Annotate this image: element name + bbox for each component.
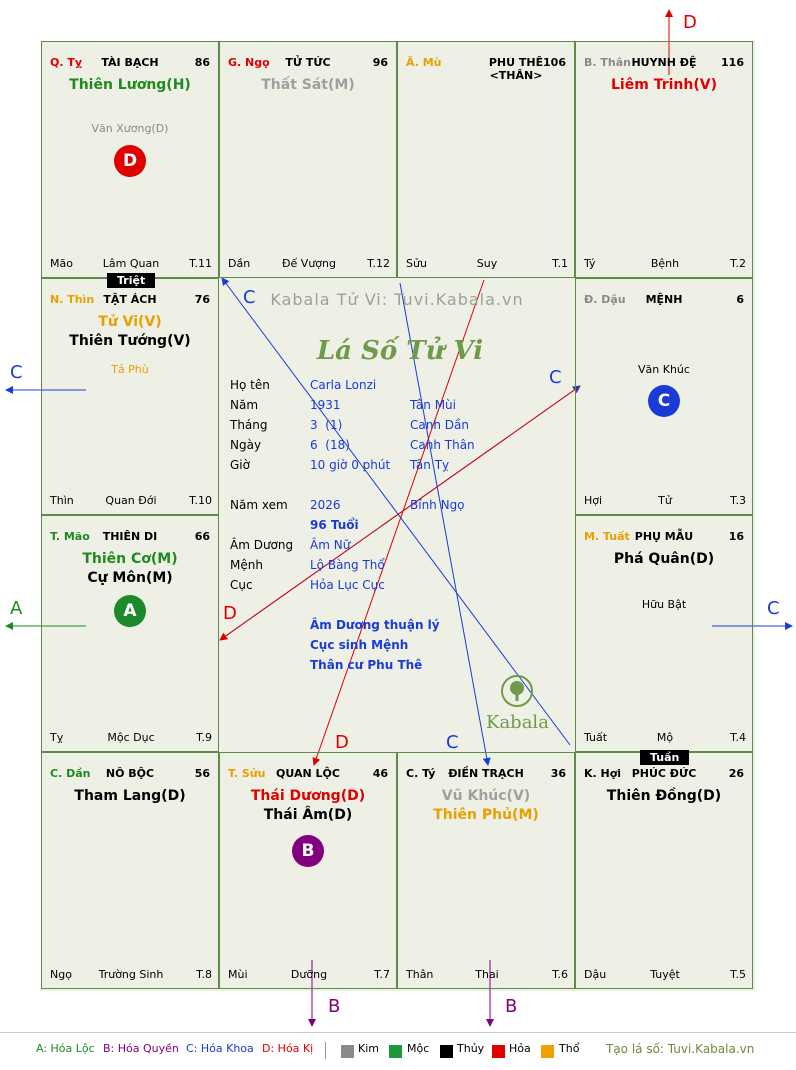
- palace-footer-right: T.10: [189, 494, 212, 507]
- main-star: Liêm Trinh(V): [611, 77, 717, 93]
- badge-hoa-ki: D: [114, 145, 146, 177]
- value-am-duong: Âm Nữ: [310, 538, 351, 552]
- palace-footer: [50, 257, 212, 271]
- line-d-1: [220, 386, 580, 640]
- palace-number: 16: [728, 530, 744, 543]
- palace-footer-stage: Quan Đới: [105, 494, 157, 507]
- palace-header: [406, 56, 566, 82]
- badge-hoa-khoa: C: [648, 385, 680, 417]
- palace-footer-stage: Tử: [658, 494, 672, 507]
- palace-than: [575, 41, 753, 278]
- main-star: Thiên Tướng(V): [69, 333, 191, 349]
- palace-number: 56: [194, 767, 210, 780]
- main-stars: [576, 787, 752, 806]
- legend-hoa-loc: A: Hóa Lộc: [36, 1042, 95, 1055]
- palace-footer-stage: Bệnh: [650, 257, 680, 270]
- palace-number: 6: [736, 293, 744, 306]
- palace-house: NÔ BỘC: [105, 767, 155, 780]
- label-gio: Giờ: [230, 458, 250, 472]
- palace-footer-right: T.2: [730, 257, 746, 270]
- label-cuc: Cục: [230, 578, 253, 592]
- main-stars: [42, 787, 218, 806]
- palace-footer-left: Sửu: [406, 257, 427, 270]
- palace-footer-left: Thân: [406, 968, 434, 981]
- palace-house: TẬT ÁCH: [103, 293, 157, 306]
- main-stars: [398, 787, 574, 825]
- line-label-d-1: D: [223, 603, 237, 624]
- palace-footer-right: T.1: [552, 257, 568, 270]
- palace-house: THIÊN DI: [102, 530, 158, 543]
- legend-moc-swatch: [389, 1045, 402, 1058]
- legend-hoa-swatch: [492, 1045, 505, 1058]
- palace-footer-right: T.3: [730, 494, 746, 507]
- palace-branch: N. Thìn: [50, 293, 95, 306]
- value-nam-xem-can-chi: Bính Ngọ: [410, 498, 465, 512]
- main-star: Thái Dương(D): [250, 788, 366, 804]
- legend-thuy-swatch: [440, 1045, 453, 1058]
- brand-name: Kabala: [486, 712, 549, 733]
- palace-footer: [228, 257, 390, 271]
- palace-house: MỆNH: [645, 293, 683, 306]
- palace-footer: [584, 257, 746, 271]
- main-star: Thiên Phủ(M): [433, 807, 539, 823]
- legend-moc: Mộc: [407, 1042, 430, 1055]
- palace-footer-right: T.6: [552, 968, 568, 981]
- main-star: Thiên Cơ(M): [82, 551, 178, 567]
- minor-star: Tả Phù: [111, 363, 149, 376]
- palace-number: 76: [194, 293, 210, 306]
- palace-header: [50, 293, 210, 307]
- label-ho-ten: Họ tên: [230, 378, 270, 392]
- arrow-label-b-1: B: [328, 996, 341, 1017]
- palace-ngo: [219, 41, 397, 278]
- legend-tho: Thổ: [559, 1042, 580, 1055]
- palace-footer-left: Hợi: [584, 494, 603, 507]
- main-star: Tử Vi(V): [98, 314, 162, 330]
- minor-star: Hữu Bật: [641, 598, 687, 611]
- palace-footer-stage: Trường Sinh: [98, 968, 164, 981]
- palace-house: PHU THÊ <THÂN>: [488, 56, 544, 82]
- palace-footer-stage: Mộ: [656, 731, 674, 744]
- value-gio: 10 giờ 0 phút: [310, 458, 391, 472]
- value-gio-can-chi: Tân Tỵ: [410, 458, 450, 472]
- line-label-c-1: C: [243, 287, 256, 308]
- palace-footer-right: T.11: [189, 257, 212, 270]
- main-stars: [220, 787, 396, 825]
- palace-footer-stage: Đế Vượng: [282, 257, 336, 270]
- palace-footer: [406, 257, 568, 271]
- palace-number: 26: [728, 767, 744, 780]
- palace-branch: Ã. Mù: [406, 56, 442, 69]
- palace-branch: C. Tý: [406, 767, 436, 780]
- value-ngay: 6 (18): [310, 438, 350, 452]
- palace-branch: T. Mão: [50, 530, 90, 543]
- value-ngay-can-chi: Canh Thân: [410, 438, 475, 452]
- legend-separator: [325, 1042, 326, 1059]
- palace-footer-left: Tuất: [584, 731, 608, 744]
- main-star: Tham Lang(D): [74, 788, 186, 804]
- palace-footer-left: Ngọ: [50, 968, 72, 981]
- palace-footer-left: Mùi: [228, 968, 248, 981]
- arrow-label-a-left: A: [10, 598, 23, 619]
- main-star: Thất Sát(M): [261, 77, 355, 93]
- palace-footer: [228, 968, 390, 982]
- legend-divider: [0, 1032, 796, 1033]
- palace-footer-right: T.9: [196, 731, 212, 744]
- legend-site: Tạo lá số: Tuvi.Kabala.vn: [606, 1042, 755, 1056]
- palace-header: [228, 767, 388, 781]
- main-star: Cự Môn(M): [87, 570, 173, 586]
- note-1: Âm Dương thuận lý: [310, 618, 440, 632]
- palace-number: 66: [194, 530, 210, 543]
- palace-branch: C. Dần: [50, 767, 91, 780]
- value-menh: Lộ Bàng Thổ: [310, 558, 385, 572]
- palace-suu: [219, 752, 397, 989]
- main-star: Phá Quân(D): [613, 551, 715, 567]
- arrow-label-d-top: D: [683, 12, 697, 33]
- legend-hoa-khoa: C: Hóa Khoa: [186, 1042, 254, 1055]
- palace-footer-stage: Mộc Dục: [107, 731, 155, 744]
- main-stars: [220, 76, 396, 95]
- palace-number: 96: [372, 56, 388, 69]
- palace-footer-right: T.4: [730, 731, 746, 744]
- value-thang: 3 (1): [310, 418, 343, 432]
- legend-hoa-quyen: B: Hóa Quyền: [103, 1042, 179, 1055]
- palace-footer-left: Mão: [50, 257, 73, 270]
- palace-footer-stage: Thai: [475, 968, 499, 981]
- main-star: Thiên Đồng(D): [606, 788, 722, 804]
- palace-footer-left: Tỵ: [50, 731, 64, 744]
- value-nam: 1931: [310, 398, 341, 412]
- palace-ty2: [397, 752, 575, 989]
- main-star: Vũ Khúc(V): [441, 788, 531, 804]
- palace-house: PHỤ MẪU: [634, 530, 694, 543]
- palace-footer-right: T.12: [367, 257, 390, 270]
- watermark: Kabala Tử Vi: Tuvi.Kabala.vn: [270, 290, 524, 309]
- palace-header: [50, 767, 210, 781]
- palace-mao: [41, 515, 219, 752]
- chart-title: Lá Số Tử Vi: [316, 336, 484, 366]
- note-3: Thân cư Phu Thê: [310, 658, 423, 672]
- arrow-label-c-right: C: [767, 598, 780, 619]
- palace-footer-left: Dậu: [584, 968, 607, 981]
- palace-number: 106: [543, 56, 566, 69]
- palace-header: [406, 767, 566, 781]
- palace-footer-stage: Tuyệt: [650, 968, 680, 981]
- label-nam-xem: Năm xem: [230, 498, 288, 512]
- value-ho-ten: Carla Lonzi: [310, 378, 377, 392]
- main-star: Thái Âm(D): [263, 807, 353, 823]
- main-stars: [42, 313, 218, 351]
- palace-footer: [50, 731, 212, 745]
- arrow-label-b-2: B: [505, 996, 518, 1017]
- legend-kim: Kim: [358, 1042, 379, 1055]
- badge-hoa-quyen: B: [292, 835, 324, 867]
- badge-hoa-loc: A: [114, 595, 146, 627]
- main-stars: [42, 550, 218, 588]
- main-stars: [42, 76, 218, 95]
- palace-house: TÀI BẠCH: [101, 56, 159, 69]
- legend-tho-swatch: [541, 1045, 554, 1058]
- palace-branch: Đ. Dậu: [584, 293, 626, 306]
- palace-header: [228, 56, 388, 70]
- tag-triet: Triệt: [107, 273, 155, 288]
- palace-header: [50, 56, 210, 70]
- legend-thuy: Thủy: [457, 1042, 485, 1055]
- line-label-c-2: C: [549, 367, 562, 388]
- label-ngay: Ngày: [230, 438, 262, 452]
- palace-house: PHÚC ĐỨC: [631, 767, 697, 780]
- label-menh: Mệnh: [230, 558, 263, 572]
- palace-footer: [584, 731, 746, 745]
- label-am-duong: Âm Dương: [230, 538, 294, 552]
- palace-dan: [41, 752, 219, 989]
- palace-header: [584, 530, 744, 544]
- note-2: Cục sinh Mệnh: [310, 638, 409, 652]
- minor-star: Văn Khúc: [638, 363, 690, 376]
- palace-number: 86: [194, 56, 210, 69]
- palace-footer: [50, 494, 212, 508]
- palace-footer: [50, 968, 212, 982]
- palace-footer-left: Dần: [228, 257, 251, 270]
- palace-footer-left: Tý: [584, 257, 596, 270]
- value-tuoi: 96 Tuổi: [310, 518, 359, 532]
- palace-house: HUYNH ĐỆ: [631, 56, 697, 69]
- arrow-label-c-left: C: [10, 362, 23, 383]
- label-nam: Năm: [230, 398, 259, 412]
- palace-footer: [406, 968, 568, 982]
- palace-header: [584, 56, 744, 70]
- palace-branch: K. Hợi: [584, 767, 622, 780]
- palace-number: 116: [721, 56, 744, 69]
- main-stars: [576, 550, 752, 569]
- palace-house: TỬ TỨC: [285, 56, 331, 69]
- palace-footer: [584, 494, 746, 508]
- palace-number: 46: [372, 767, 388, 780]
- palace-header: [584, 293, 744, 307]
- palace-branch: B. Thân: [584, 56, 631, 69]
- palace-hoi: [575, 752, 753, 989]
- label-thang: Tháng: [230, 418, 268, 432]
- palace-header: [50, 530, 210, 544]
- line-label-d-2: D: [335, 732, 349, 753]
- value-cuc: Hỏa Lục Cục: [310, 578, 385, 592]
- palace-branch: G. Ngọ: [228, 56, 270, 69]
- legend-hoa: Hỏa: [509, 1042, 531, 1055]
- palace-footer-left: Thìn: [50, 494, 74, 507]
- legend-kim-swatch: [341, 1045, 354, 1058]
- tag-tuan: Tuần: [640, 750, 689, 765]
- legend-hoa-ki: D: Hóa Kị: [262, 1042, 314, 1055]
- palace-footer-right: T.8: [196, 968, 212, 981]
- palace-footer-right: T.5: [730, 968, 746, 981]
- palace-footer-stage: Suy: [476, 257, 498, 270]
- line-label-c-3: C: [446, 732, 459, 753]
- palace-footer-stage: Dưỡng: [290, 968, 328, 981]
- minor-star: Văn Xương(D): [91, 122, 169, 135]
- palace-mui: [397, 41, 575, 278]
- palace-header: [584, 767, 744, 781]
- palace-footer-stage: Lâm Quan: [102, 257, 160, 270]
- palace-branch: Q. Tỵ: [50, 56, 83, 69]
- kabala-tree-icon: [500, 674, 534, 708]
- palace-thin: [41, 278, 219, 515]
- value-thang-can-chi: Canh Dần: [410, 418, 469, 432]
- palace-house: ĐIỀN TRẠCH: [448, 767, 524, 780]
- palace-number: 36: [550, 767, 566, 780]
- main-star: Thiên Lương(H): [69, 77, 191, 93]
- main-stars: [576, 76, 752, 95]
- value-nam-can-chi: Tân Mùi: [410, 398, 456, 412]
- palace-branch: M. Tuất: [584, 530, 630, 543]
- palace-footer: [584, 968, 746, 982]
- palace-branch: T. Sửu: [228, 767, 266, 780]
- value-nam-xem: 2026: [310, 498, 341, 512]
- palace-footer-right: T.7: [374, 968, 390, 981]
- palace-house: QUAN LỘC: [276, 767, 340, 780]
- palace-tuat: [575, 515, 753, 752]
